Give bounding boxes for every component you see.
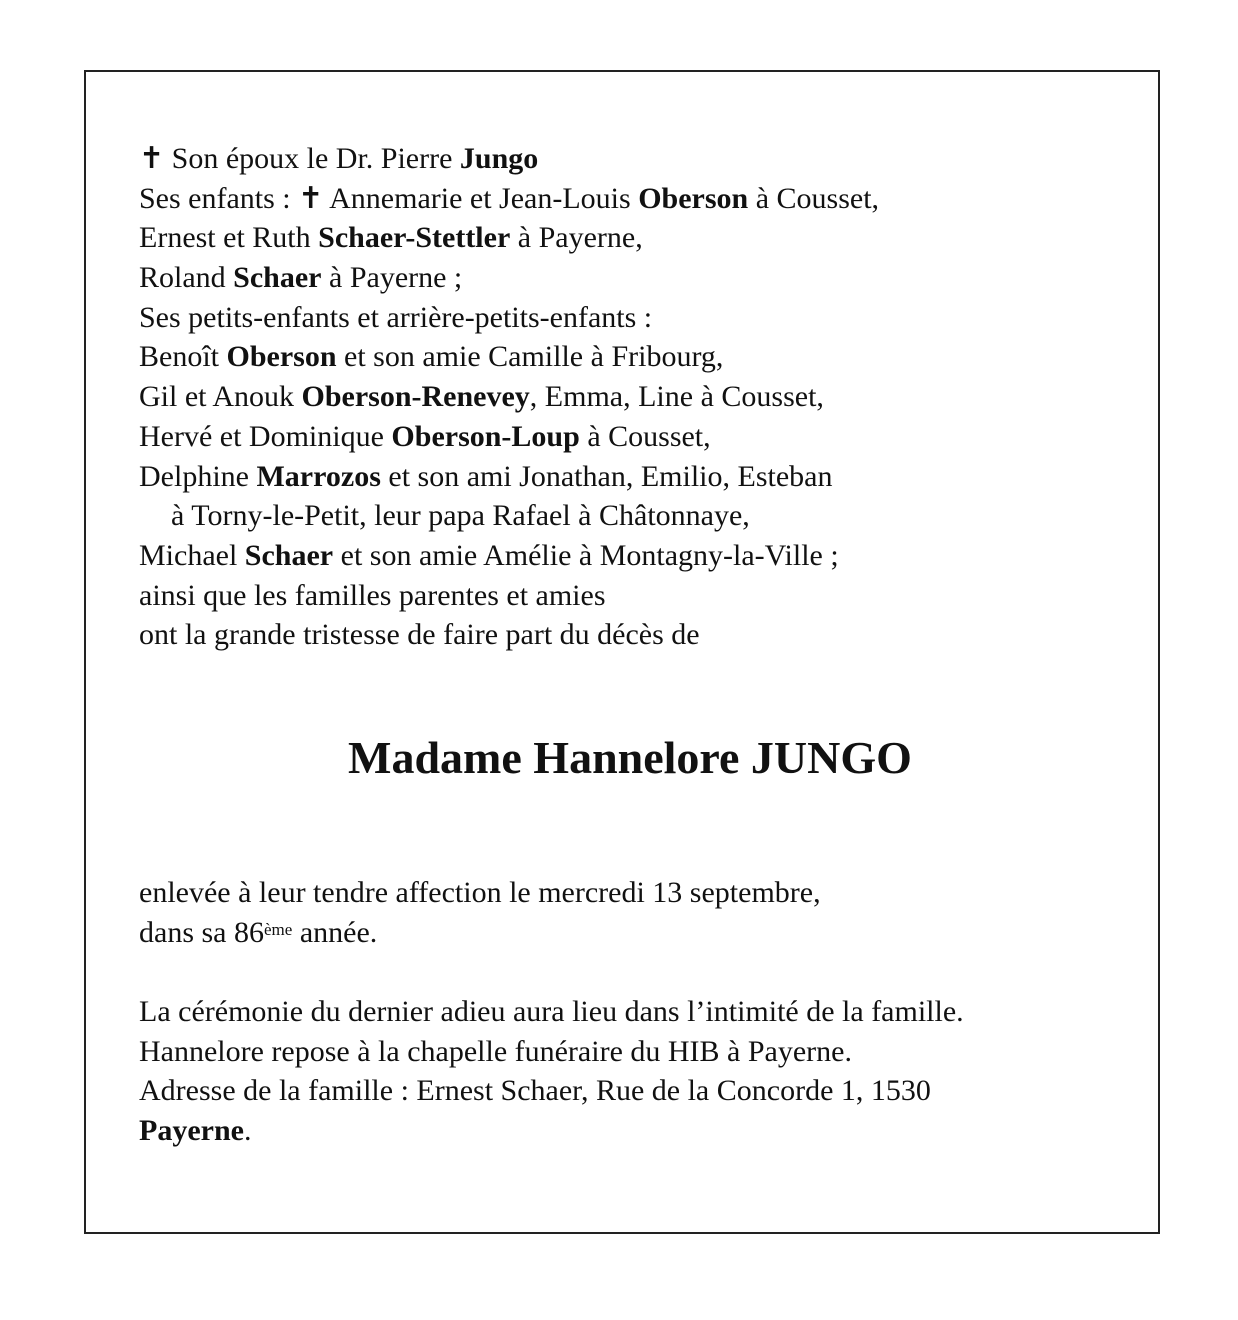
text-line [139,457,879,497]
text-line [139,298,879,338]
family-name: Payerne [139,1114,244,1148]
text-line [139,179,879,219]
text-line [139,615,879,655]
text-line [139,139,879,179]
text-segment: Benoît [139,340,227,374]
text-line [139,377,879,417]
family-name: Marrozos [256,459,381,493]
family-name: Oberson [638,181,749,215]
family-name: Oberson [226,340,337,374]
text-segment: Hervé et Dominique [139,419,392,453]
text-line [139,536,879,576]
family-name: Oberson-Loup [391,419,580,453]
text-line [139,496,879,536]
age-line [139,913,821,953]
age-ordinal: ème [263,919,293,939]
family-list [139,139,879,655]
text-segment: ont la grande tristesse de faire part du décès de [139,618,700,652]
family-name: Oberson-Renevey [301,380,530,414]
text-segment: à Cousset, [748,181,880,215]
text-segment: ✝ Son époux le Dr. Pierre [139,142,460,175]
text-segment: Delphine [139,459,257,493]
ceremony-info [139,992,964,1151]
text-line [139,1071,964,1111]
text-segment: Hannelore repose à la chapelle funéraire du HIB à Payerne. [139,1034,852,1068]
text-line [139,258,879,298]
text-segment: Michael [139,538,245,572]
text-line [139,1032,964,1072]
family-name: Schaer [233,261,322,295]
text-segment: Roland [139,261,234,295]
text-segment: à Cousset, [579,419,711,453]
text-line [139,576,879,616]
text-segment: à Torny-le-Petit, leur papa Rafael à Châtonnaye, [171,499,750,533]
family-name: Jungo [459,142,539,175]
text-segment: . [243,1114,252,1148]
text-segment: Ses enfants : ✝ Annemarie et Jean-Louis [139,181,639,215]
family-name: Schaer-Stettler [318,221,511,255]
text-line [139,337,879,377]
deceased-name: Madame Hannelore JUNGO [348,732,912,783]
text-segment: Adresse de la famille : Ernest Schaer, Rue de la Concorde 1, 1530 [139,1074,931,1108]
text-line [139,1111,964,1151]
text-line [139,218,879,258]
text-segment: Ernest et Ruth [139,221,319,255]
text-segment: ainsi que les familles parentes et amies [139,578,606,612]
family-name: Schaer [244,538,334,572]
death-notice [139,873,821,952]
text-segment: et son amie Camille à Fribourg, [336,340,724,374]
text-segment: Ses petits-enfants et arrière-petits-enfants : [139,300,653,334]
text-line [139,417,879,457]
text-segment: , Emma, Line à Cousset, [529,380,824,414]
text-segment: Gil et Anouk [139,380,302,414]
text-segment: La cérémonie du dernier adieu aura lieu dans l’intimité de la famille. [139,995,964,1028]
death-line: enlevée à leur tendre affection le mercredi 13 septembre, [139,876,821,909]
age-text-end: année. [292,915,378,949]
text-segment: à Payerne ; [321,261,463,295]
text-segment: et son amie Amélie à Montagny-la-Ville ; [333,538,839,572]
text-segment: à Payerne, [510,221,643,255]
text-line [139,992,964,1032]
text-segment: et son ami Jonathan, Emilio, Esteban [380,459,833,493]
age-text: dans sa 86 [139,915,264,949]
